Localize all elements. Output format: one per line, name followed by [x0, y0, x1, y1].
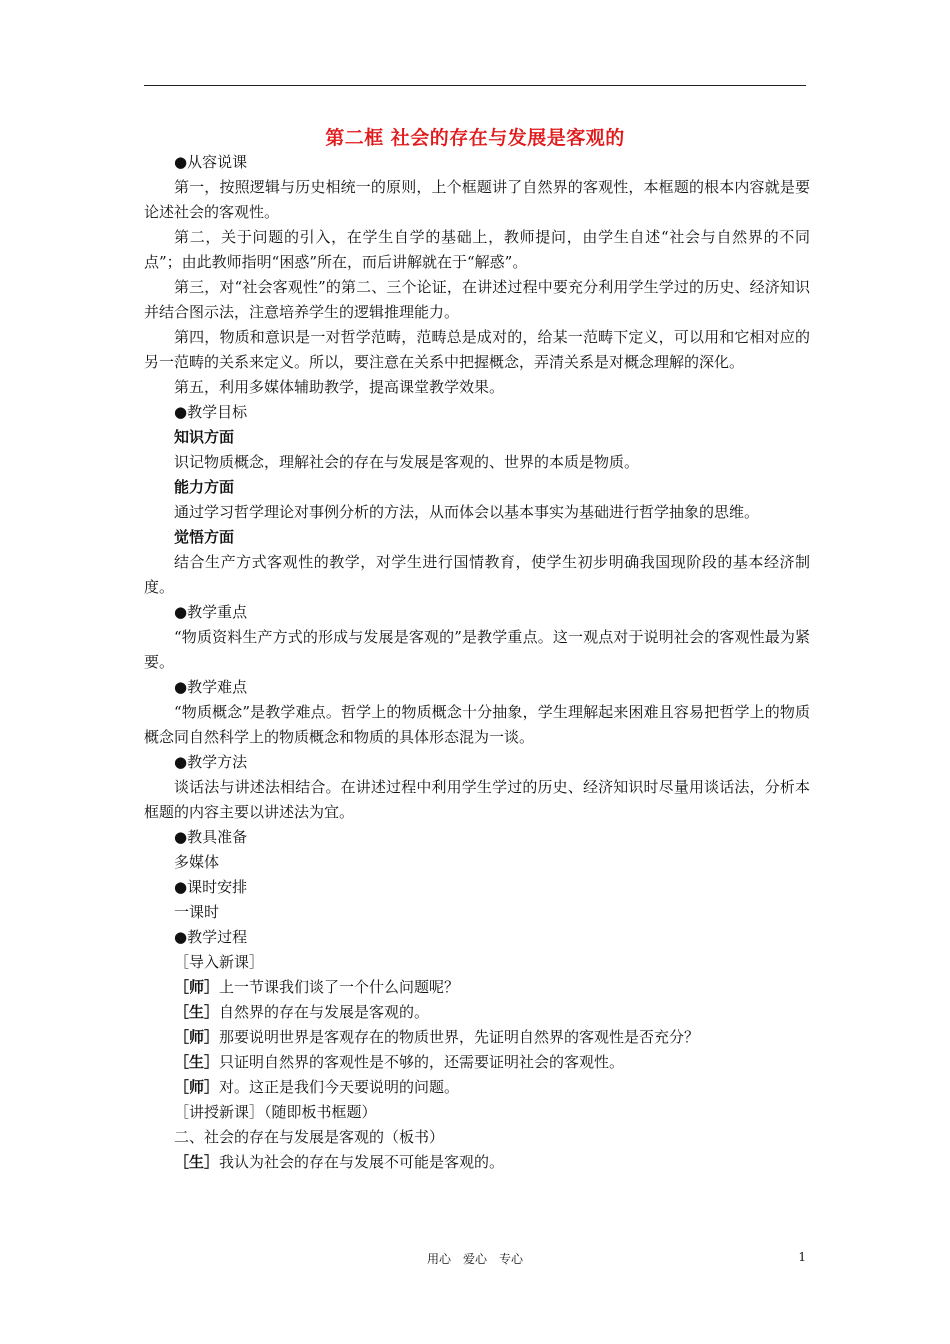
dialogue-line [144, 1000, 810, 1025]
paragraph: ●从容说课 [174, 153, 248, 171]
dialogue-text: 那要说明世界是客观存在的物质世界，先证明自然界的客观性是否充分？ [219, 1028, 700, 1046]
paragraph: ●教学目标 [174, 403, 248, 421]
paragraph-list [144, 150, 810, 975]
dialogue-line [144, 1075, 810, 1100]
speaker-label: ［生］ [174, 1053, 220, 1071]
dialogue-list [144, 975, 810, 1100]
header-rule [144, 85, 806, 86]
page-title: 第二框 社会的存在与发展是客观的 [325, 127, 625, 149]
paragraph: ●教学方法 [174, 753, 248, 771]
paragraph: ●教学过程 [174, 928, 248, 946]
paragraph: ［导入新课］ [174, 953, 265, 971]
speaker-label: ［师］ [174, 978, 220, 996]
speaker-label: ［生］ [174, 1153, 220, 1171]
paragraph: ●教具准备 [174, 828, 248, 846]
page-number: 1 [798, 1250, 806, 1264]
paragraph: ［讲授新课］（随即板书框题） [174, 1103, 377, 1121]
speaker-label: ［师］ [174, 1078, 220, 1096]
paragraph: 谈话法与讲述法相结合。在讲述过程中利用学生学过的历史、经济知识时尽量用谈话法，分析本框题的内容主要以讲述法为宜。 [144, 778, 810, 821]
dialogue-line [144, 1025, 810, 1050]
last-dialogue-line [144, 1150, 810, 1175]
paragraph: 结合生产方式客观性的教学，对学生进行国情教育，使学生初步明确我国现阶段的基本经济制度。 [144, 553, 810, 596]
paragraph: 二、社会的存在与发展是客观的（板书） [174, 1128, 445, 1146]
paragraph: 第四，物质和意识是一对哲学范畴，范畴总是成对的，给某一范畴下定义，可以用和它相对应的另一范畴的关系来定义。所以，要注意在关系中把握概念，弄清关系是对概念理解的深化。 [144, 328, 810, 371]
dialogue-line [144, 975, 810, 1000]
speaker-label: ［师］ [174, 1028, 220, 1046]
paragraph: 通过学习哲学理论对事例分析的方法，从而体会以基本事实为基础进行哲学抽象的思维。 [174, 503, 760, 521]
dialogue-text: 上一节课我们谈了一个什么问题呢？ [219, 978, 460, 996]
footer-motto: 用心 爱心 专心 [426, 1252, 523, 1266]
section-heading: 能力方面 [174, 478, 235, 496]
paragraph: 识记物质概念，理解社会的存在与发展是客观的、世界的本质是物质。 [174, 453, 640, 471]
speaker-label: ［生］ [174, 1003, 220, 1021]
paragraph: 第二，关于问题的引入，在学生自学的基础上，教师提问，由学生自述“社会与自然界的不同点”；由此教师指明“困惑”所在，而后讲解就在于“解惑”。 [144, 228, 810, 271]
paragraph: 第五，利用多媒体辅助教学，提高课堂教学效果。 [174, 378, 505, 396]
paragraph: 多媒体 [174, 853, 220, 871]
paragraph: ●课时安排 [174, 878, 248, 896]
paragraph: 第一，按照逻辑与历史相统一的原则，上个框题讲了自然界的客观性，本框题的根本内容就是要论述社会的客观性。 [144, 178, 810, 221]
document-body [144, 150, 810, 1175]
dialogue-text: 对。这正是我们今天要说明的问题。 [219, 1078, 460, 1096]
paragraph: ●教学难点 [174, 678, 248, 696]
section-heading: 觉悟方面 [174, 528, 235, 546]
dialogue-text: 自然界的存在与发展是客观的。 [219, 1003, 430, 1021]
dialogue-text: 只证明自然界的客观性是不够的，还需要证明社会的客观性。 [219, 1053, 625, 1071]
paragraph: “物质资料生产方式的形成与发展是客观的”是教学重点。这一观点对于说明社会的客观性最为紧要。 [144, 628, 810, 671]
paragraph: 第三，对“社会客观性”的第二、三个论证，在讲述过程中要充分利用学生学过的历史、经济知识并结合图示法，注意培养学生的逻辑推理能力。 [144, 278, 810, 321]
dialogue-text: 我认为社会的存在与发展不可能是客观的。 [219, 1153, 505, 1171]
dialogue-line [144, 1050, 810, 1075]
section-heading: 知识方面 [174, 428, 235, 446]
paragraph: “物质概念”是教学难点。哲学上的物质概念十分抽象，学生理解起来困难且容易把哲学上的物质概念同自然科学上的物质概念和物质的具体形态混为一谈。 [144, 703, 810, 746]
page-footer [0, 1250, 950, 1270]
paragraph: 一课时 [174, 903, 220, 921]
paragraph: ●教学重点 [174, 603, 248, 621]
after-dialogue-list [144, 1100, 810, 1150]
